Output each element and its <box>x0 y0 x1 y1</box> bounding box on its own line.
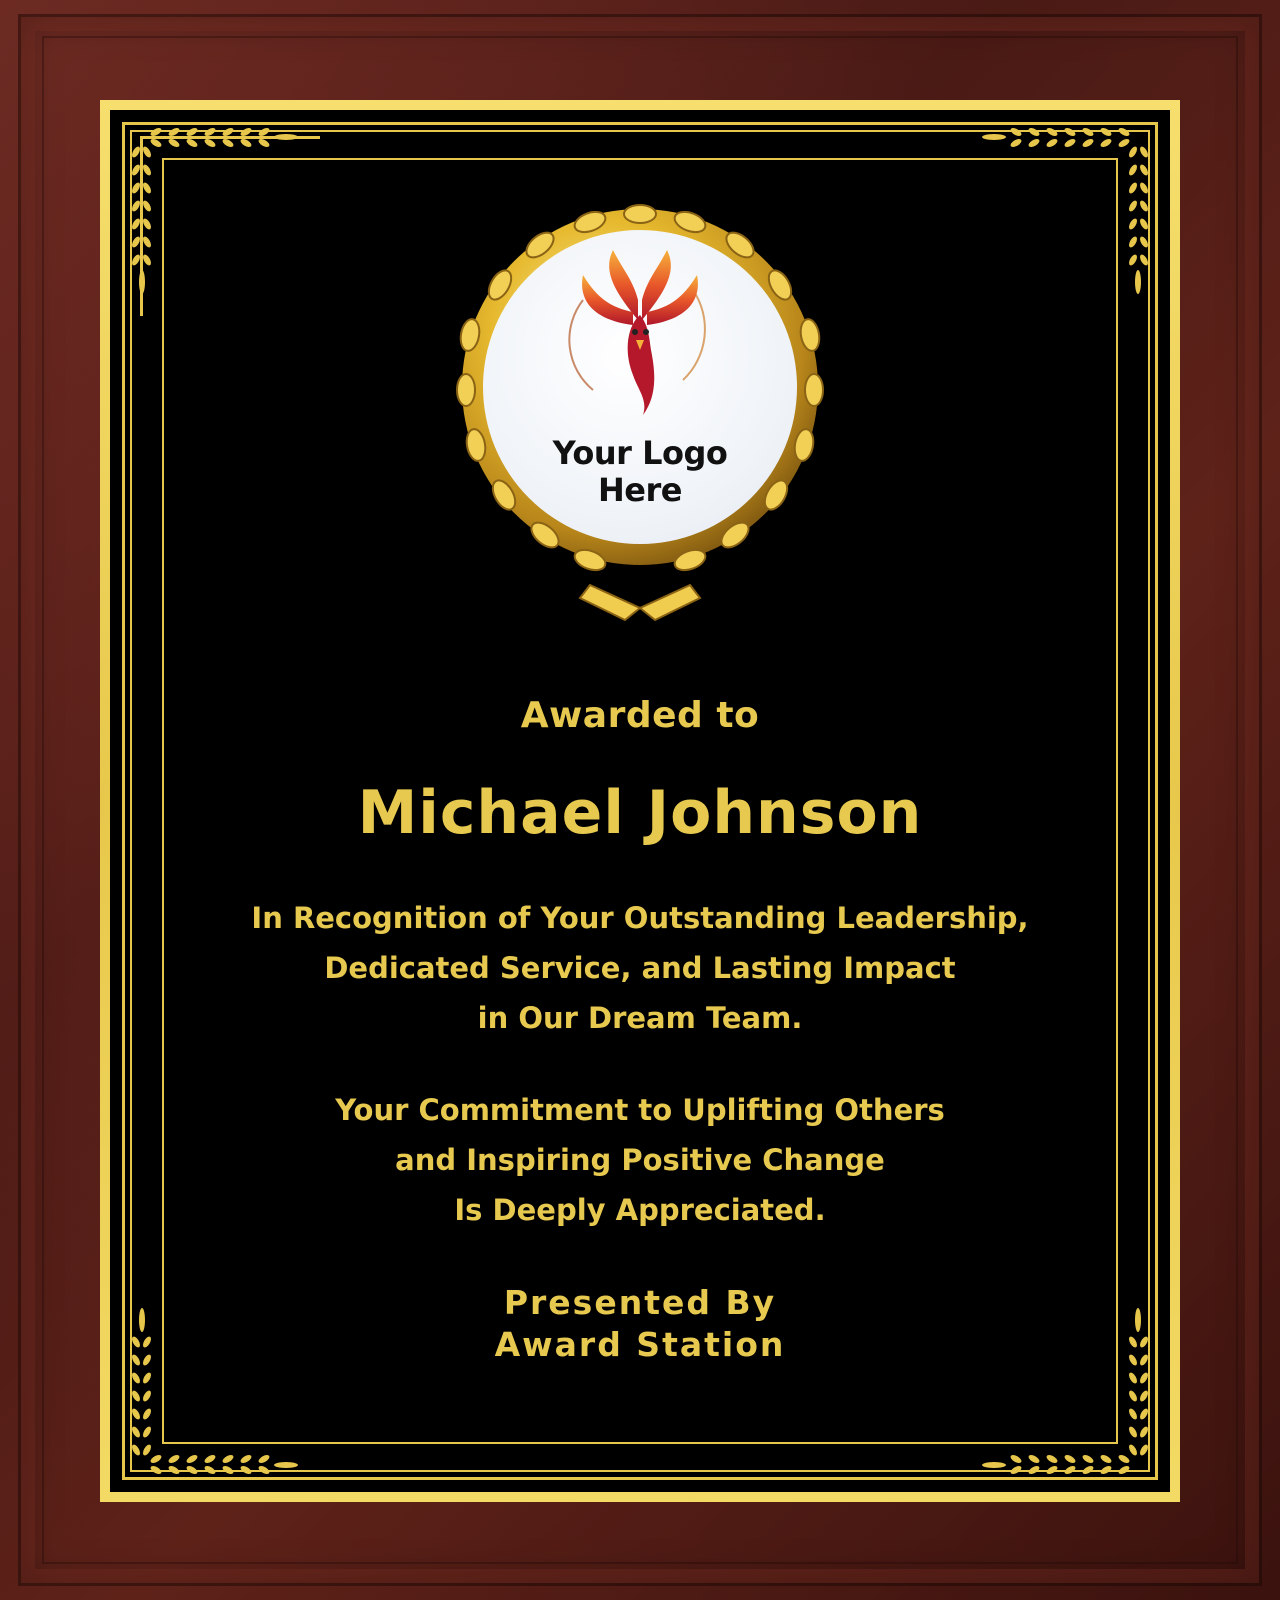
recognition-text <box>100 893 1180 1043</box>
recognition-line: In Recognition of Your Outstanding Leadership, <box>251 901 1029 935</box>
recognition-line: in Our Dream Team. <box>477 1001 803 1035</box>
laurel-corner-icon <box>954 122 1154 322</box>
presented-by <box>100 1282 1180 1366</box>
recipient-name: Michael Johnson <box>357 778 923 848</box>
recognition-line: Dedicated Service, and Lasting Impact <box>324 951 956 985</box>
appreciation-line: Your Commitment to Uplifting Others <box>335 1093 945 1127</box>
laurel-corner-icon <box>126 122 326 322</box>
logo-placeholder <box>483 230 797 544</box>
presenter-name: Award Station <box>494 1325 786 1364</box>
appreciation-line: and Inspiring Positive Change <box>395 1143 885 1177</box>
appreciation-text <box>100 1085 1180 1235</box>
logo-line-2: Here <box>598 471 682 509</box>
logo-medallion <box>440 200 840 630</box>
presented-by-label: Presented By <box>503 1283 777 1322</box>
appreciation-line: Is Deeply Appreciated. <box>454 1193 826 1227</box>
awarded-to-label: Awarded to <box>520 695 760 736</box>
logo-placeholder-text <box>483 435 797 509</box>
logo-line-1: Your Logo <box>552 434 728 472</box>
phoenix-logo-icon <box>483 230 797 430</box>
